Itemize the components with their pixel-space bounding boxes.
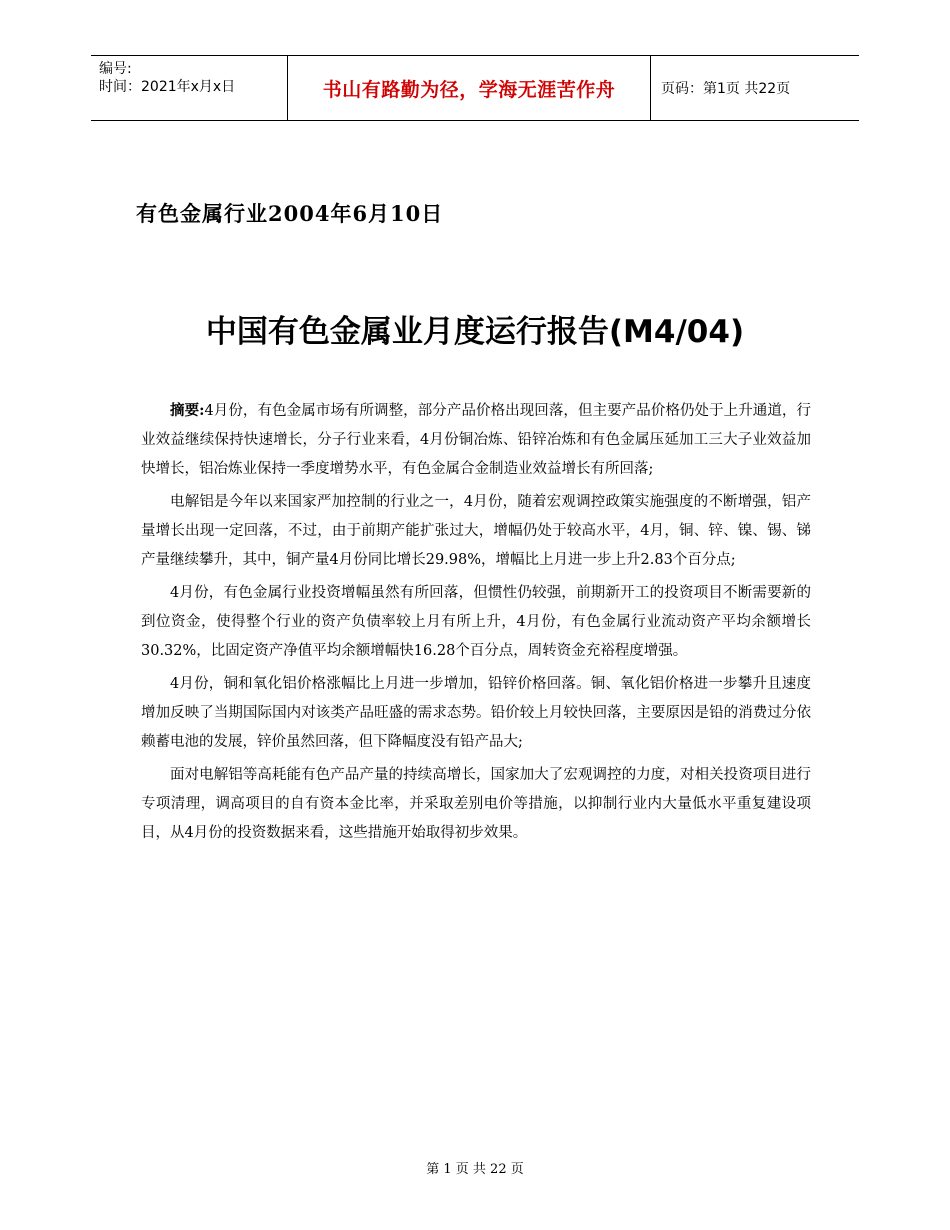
body-paragraph: 电解铝是今年以来国家严加控制的行业之一，4月份，随着宏观调控政策实施强度的不断增强，铝产量增长出现一定回落，不过，由于前期产能扩张过大，增幅仍处于较高水平，4月，铜、锌、镍、锡、锑产量继续攀升，其中，铜产量4月份同比增长29.98%，增幅比上月进一步上升2.83个百分点; (141, 494, 811, 568)
document-title: 中国有色金属业月度运行报告(M4/04) (205, 314, 745, 350)
header-motto-cell (287, 56, 651, 120)
time-label: 时间：2021年x月x日 (99, 79, 236, 95)
page-footer: 第 1 页 共 22 页 (426, 1162, 524, 1177)
motto-text: 书山有路勤为径，学海无涯苦作舟 (322, 78, 616, 101)
paragraph-text: 4月份，有色金属市场有所调整，部分产品价格出现回落，但主要产品价格仍处于上升通道，行业效益继续保持快速增长，分子行业来看，4月份铜冶炼、铅锌冶炼和有色金属压延加工三大子业效益加快增长，铝冶炼业保持一季度增势水平，有色金属合金制造业效益增长有所回落; (141, 403, 811, 477)
header-page-info (651, 56, 859, 120)
body-paragraph: 4月份，有色金属行业投资增幅虽然有所回落，但惯性仍较强，前期新开工的投资项目不断需要新的到位资金，使得整个行业的资产负债率较上月有所上升，4月份，有色金属行业流动资产平均余额增长30.32%，比固定资产净值平均余额增幅快16.28个百分点，周转资金充裕程度增强。 (141, 585, 811, 659)
document-body (141, 396, 811, 852)
abstract-label: 摘要: (170, 402, 205, 419)
abstract-paragraph (141, 396, 811, 484)
page-info-text: 页码：第1页 共22页 (661, 81, 791, 97)
document-subtitle: 有色金属行业2004年6月10日 (136, 201, 444, 226)
page-header (91, 55, 859, 121)
body-paragraph: 面对电解铝等高耗能有色产品产量的持续高增长，国家加大了宏观调控的力度，对相关投资项目进行专项清理，调高项目的自有资本金比率，并采取差别电价等措施，以抑制行业内大量低水平重复建设项目，从4月份的投资数据来看，这些措施开始取得初步效果。 (141, 767, 811, 841)
number-label: 编号: (99, 61, 132, 77)
body-paragraph: 4月份，铜和氧化铝价格涨幅比上月进一步增加，铅锌价格回落。铜、氧化铝价格进一步攀升且速度增加反映了当期国际国内对该类产品旺盛的需求态势。铅价较上月较快回落，主要原因是铅的消费过分依赖蓄电池的发展，锌价虽然回落，但下降幅度没有铅产品大; (141, 676, 811, 750)
header-meta (91, 56, 287, 120)
